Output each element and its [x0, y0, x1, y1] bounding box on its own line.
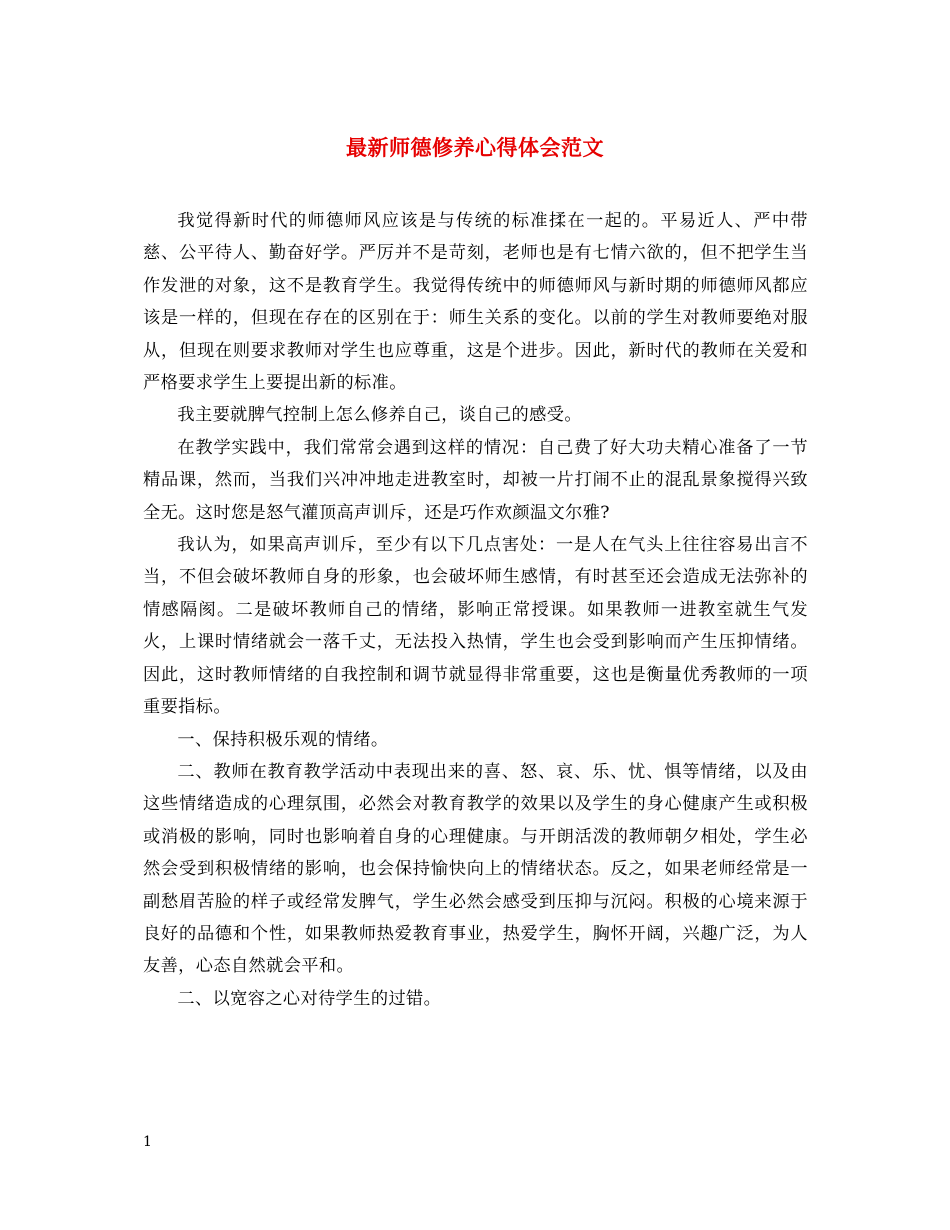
paragraph-4: 我认为，如果高声训斥，至少有以下几点害处：一是人在气头上往往容易出言不当，不但会破坏教师自身的形象，也会破坏师生感情，有时甚至还会造成无法弥补的情感隔阂。二是破坏教师自己的情绪，影响正常授课。如果教师一进教室就生气发火，上课时情绪就会一落千丈，无法投入热情，学生也会受到影响而产生压抑情绪。因此，这时教师情绪的自我控制和调节就显得非常重要，这也是衡量优秀教师的一项重要指标。 [143, 535, 808, 718]
paragraph-7: 二、以宽容之心对待学生的过错。 [177, 988, 442, 1009]
paragraph-5: 一、保持积极乐观的情绪。 [177, 729, 389, 750]
document-title: 最新师德修养心得体会范文 [346, 135, 604, 160]
paragraph-2: 我主要就脾气控制上怎么修养自己，谈自己的感受。 [177, 405, 582, 426]
paragraph-6: 二、教师在教育教学活动中表现出来的喜、怒、哀、乐、忧、惧等情绪，以及由这些情绪造成的心理氛围，必然会对教育教学的效果以及学生的身心健康产生或积极或消极的影响，同时也影响着自身的心理健康。与开朗活泼的教师朝夕相处，学生必然会受到积极情绪的影响，也会保持愉快向上的情绪状态。反之，如果老师经常是一副愁眉苦脸的样子或经常发脾气，学生必然会感受到压抑与沉闷。积极的心境来源于良好的品德和个性，如果教师热爱教育事业，热爱学生，胸怀开阔，兴趣广泛，为人友善，心态自然就会平和。 [143, 761, 808, 977]
page-number: 1 [143, 1134, 152, 1150]
document-body [143, 205, 808, 1015]
paragraph-1: 我觉得新时代的师德师风应该是与传统的标准揉在一起的。平易近人、严中带慈、公平待人、勤奋好学。严厉并不是苛刻，老师也是有七情六欲的，但不把学生当作发泄的对象，这不是教育学生。我觉得传统中的师德师风与新时期的师德师风都应该是一样的，但现在存在的区别在于：师生关系的变化。以前的学生对教师要绝对服从，但现在则要求教师对学生也应尊重，这是个进步。因此，新时代的教师在关爱和严格要求学生上要提出新的标准。 [143, 211, 808, 394]
paragraph-3: 在教学实践中，我们常常会遇到这样的情况：自己费了好大功夫精心准备了一节精品课，然而，当我们兴冲冲地走进教室时，却被一片打闹不止的混乱景象搅得兴致全无。这时您是怒气灌顶高声训斥，还是巧作欢颜温文尔雅? [143, 437, 808, 523]
